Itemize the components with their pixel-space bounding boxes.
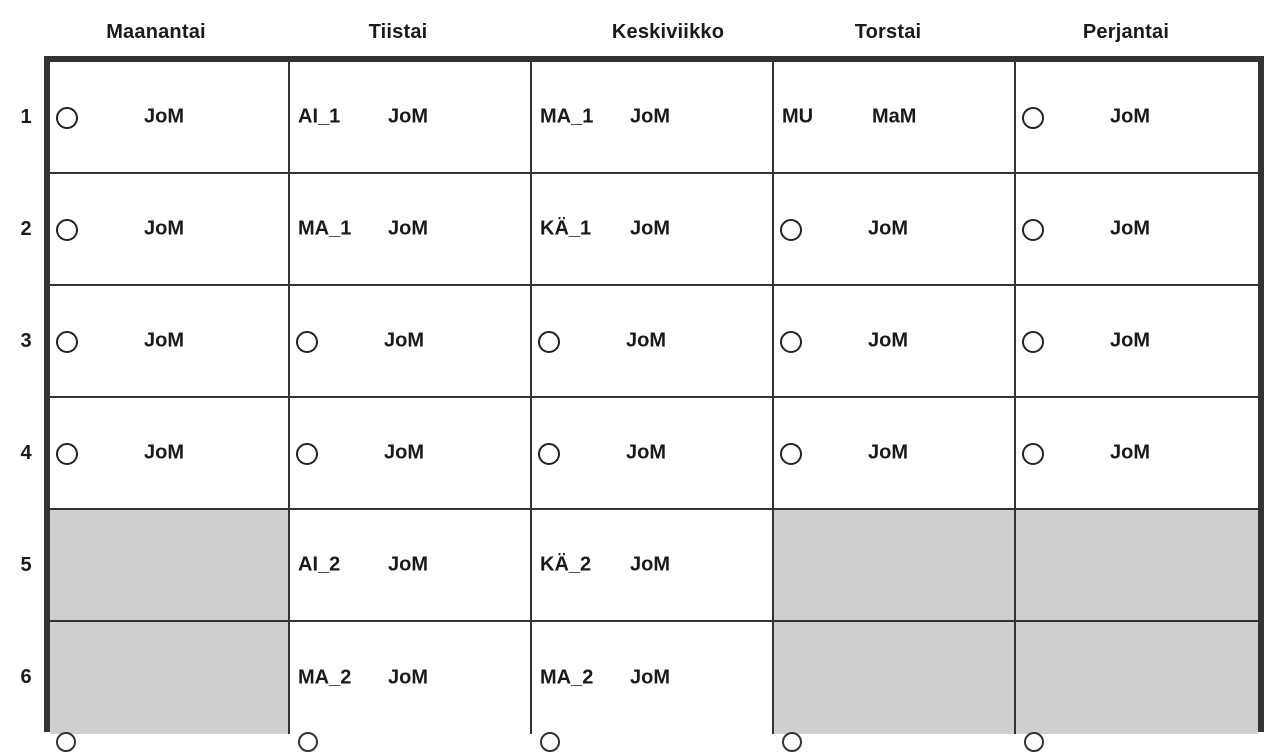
timetable-cell-r4-torstai[interactable] <box>774 398 1016 510</box>
teacher-code: JoM <box>630 666 670 689</box>
teacher-code: JoM <box>626 329 666 352</box>
teacher-code: JoM <box>144 441 184 464</box>
timetable-cell-r6-torstai <box>774 622 1016 734</box>
teacher-code: JoM <box>868 441 908 464</box>
slot-radio-button[interactable] <box>538 331 560 353</box>
timetable-grid <box>44 56 1264 732</box>
period-label-4: 4 <box>20 442 32 464</box>
day-header-maanantai: Maanantai <box>106 21 206 43</box>
teacher-code: JoM <box>1110 217 1150 240</box>
timetable-cell-r5-torstai <box>774 510 1016 622</box>
teacher-code: JoM <box>1110 441 1150 464</box>
timetable-cell-r1-tiistai[interactable] <box>290 62 532 174</box>
course-code: KÄ_1 <box>540 217 592 240</box>
timetable-cell-r3-perjantai[interactable] <box>1016 286 1258 398</box>
timetable-cell-r6-tiistai[interactable] <box>290 622 532 734</box>
timetable-cell-r4-maanantai[interactable] <box>50 398 290 510</box>
timetable-cell-r2-torstai[interactable] <box>774 174 1016 286</box>
course-code: AI_1 <box>298 105 341 128</box>
timetable-cell-r2-keskiviikko[interactable] <box>532 174 774 286</box>
course-code: MA_1 <box>298 217 352 240</box>
slot-radio-button[interactable] <box>56 443 78 465</box>
day-header-torstai: Torstai <box>854 21 922 43</box>
teacher-code: JoM <box>384 329 424 352</box>
slot-radio-button[interactable] <box>1022 331 1044 353</box>
slot-radio-button[interactable] <box>1022 443 1044 465</box>
slot-radio-button[interactable] <box>296 331 318 353</box>
timetable-cell-r5-keskiviikko[interactable] <box>532 510 774 622</box>
day-header-keskiviikko: Keskiviikko <box>611 21 725 43</box>
timetable-cell-r1-keskiviikko[interactable] <box>532 62 774 174</box>
day-header-tiistai: Tiistai <box>368 21 428 43</box>
slot-radio-button[interactable] <box>298 732 318 752</box>
timetable-cell-r1-perjantai[interactable] <box>1016 62 1258 174</box>
timetable-cell-r5-maanantai <box>50 510 290 622</box>
teacher-code: JoM <box>630 553 670 576</box>
period-label-2: 2 <box>20 218 32 240</box>
slot-radio-button[interactable] <box>538 443 560 465</box>
timetable-cell-r2-maanantai[interactable] <box>50 174 290 286</box>
course-code: KÄ_2 <box>540 553 592 576</box>
teacher-code: JoM <box>144 329 184 352</box>
course-code: MA_2 <box>298 666 352 689</box>
teacher-code: JoM <box>144 105 184 128</box>
lower-radio-row <box>0 732 1280 744</box>
day-header-perjantai: Perjantai <box>1082 21 1170 43</box>
slot-radio-button[interactable] <box>780 331 802 353</box>
teacher-code: JoM <box>388 553 428 576</box>
period-label-1: 1 <box>20 106 32 128</box>
timetable-cell-r3-maanantai[interactable] <box>50 286 290 398</box>
timetable-cell-r1-maanantai[interactable] <box>50 62 290 174</box>
teacher-code: JoM <box>388 666 428 689</box>
teacher-code: JoM <box>384 441 424 464</box>
timetable-cell-r6-maanantai <box>50 622 290 734</box>
course-code: MU <box>782 105 814 128</box>
period-label-3: 3 <box>20 330 32 352</box>
timetable-cell-r2-perjantai[interactable] <box>1016 174 1258 286</box>
teacher-code: JoM <box>388 105 428 128</box>
timetable-cell-r4-perjantai[interactable] <box>1016 398 1258 510</box>
slot-radio-button[interactable] <box>1024 732 1044 752</box>
slot-radio-button[interactable] <box>56 331 78 353</box>
timetable-cell-r3-tiistai[interactable] <box>290 286 532 398</box>
teacher-code: JoM <box>868 217 908 240</box>
course-code: MA_1 <box>540 105 594 128</box>
slot-radio-button[interactable] <box>56 107 78 129</box>
slot-radio-button[interactable] <box>780 219 802 241</box>
timetable-cell-r1-torstai[interactable] <box>774 62 1016 174</box>
slot-radio-button[interactable] <box>782 732 802 752</box>
teacher-code: JoM <box>1110 329 1150 352</box>
teacher-code: JoM <box>868 329 908 352</box>
timetable-cell-r4-keskiviikko[interactable] <box>532 398 774 510</box>
teacher-code: MaM <box>872 105 917 128</box>
slot-radio-button[interactable] <box>1022 107 1044 129</box>
teacher-code: JoM <box>1110 105 1150 128</box>
course-code: MA_2 <box>540 666 594 689</box>
slot-radio-button[interactable] <box>296 443 318 465</box>
teacher-code: JoM <box>630 217 670 240</box>
course-code: AI_2 <box>298 553 341 576</box>
timetable-cell-r2-tiistai[interactable] <box>290 174 532 286</box>
timetable-cell-r6-perjantai <box>1016 622 1258 734</box>
teacher-code: JoM <box>630 105 670 128</box>
slot-radio-button[interactable] <box>540 732 560 752</box>
slot-radio-button[interactable] <box>56 219 78 241</box>
timetable-cell-r5-tiistai[interactable] <box>290 510 532 622</box>
slot-radio-button[interactable] <box>56 732 76 752</box>
period-label-6: 6 <box>20 666 32 688</box>
timetable-cell-r6-keskiviikko[interactable] <box>532 622 774 734</box>
timetable-cell-r5-perjantai <box>1016 510 1258 622</box>
slot-radio-button[interactable] <box>1022 219 1044 241</box>
teacher-code: JoM <box>144 217 184 240</box>
slot-radio-button[interactable] <box>780 443 802 465</box>
timetable-cell-r4-tiistai[interactable] <box>290 398 532 510</box>
teacher-code: JoM <box>626 441 666 464</box>
period-label-5: 5 <box>20 554 32 576</box>
timetable-cell-r3-keskiviikko[interactable] <box>532 286 774 398</box>
teacher-code: JoM <box>388 217 428 240</box>
timetable-cell-r3-torstai[interactable] <box>774 286 1016 398</box>
